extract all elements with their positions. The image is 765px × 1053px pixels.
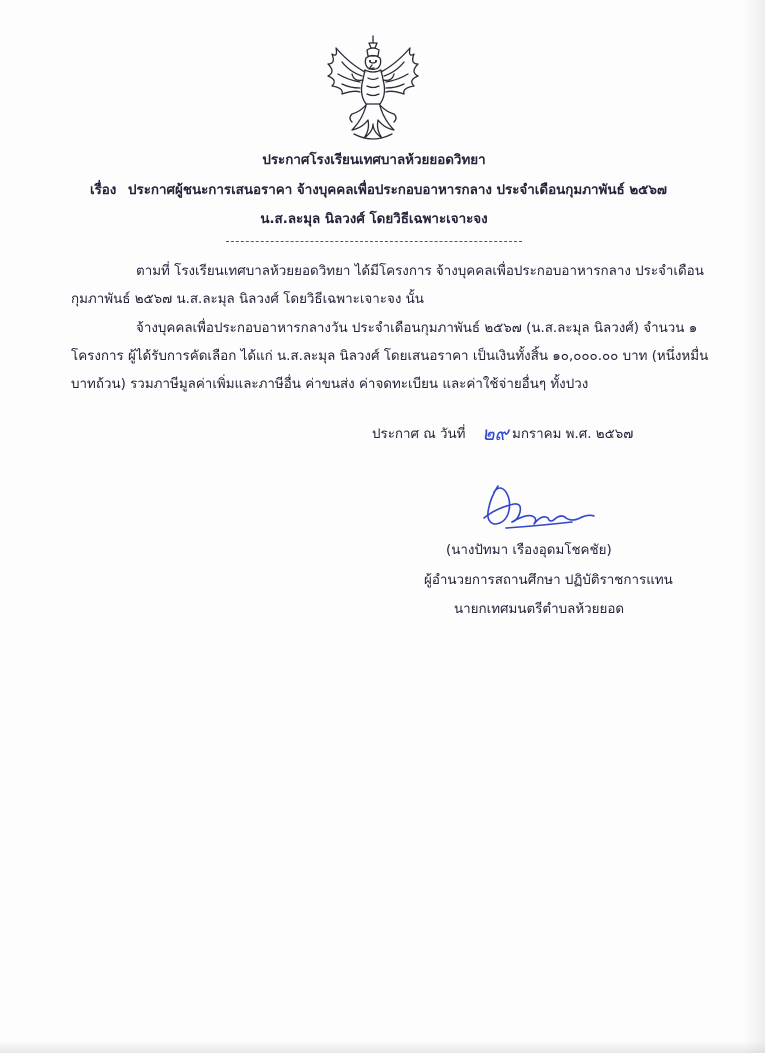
subject-label: เรื่อง: [90, 183, 117, 198]
signer-position-2: นายกเทศมนตรีตำบลห้วยยอด: [454, 602, 625, 617]
subject-line-2: น.ส.ละมุล นิลวงศ์ โดยวิธีเฉพาะเจาะจง: [260, 212, 488, 227]
paragraph-2-line-1: จ้างบุคคลเพื่อประกอบอาหารกลางวัน ประจำเดือนกุมภาพันธ์ ๒๕๖๗ (น.ส.ละมุล นิลวงศ์) จำนวน ๑: [136, 321, 698, 336]
announce-month-year: มกราคม พ.ศ. ๒๕๖๗: [512, 427, 634, 442]
garuda-emblem-icon: [322, 34, 424, 142]
handwritten-signature: [476, 478, 598, 536]
scan-edge-bottom-shadow: [0, 1041, 765, 1053]
scan-edge-shadow: [743, 0, 765, 1053]
subject-line-1: ประกาศผู้ชนะการเสนอราคา จ้างบุคคลเพื่อประกอบอาหารกลาง ประจำเดือนกุมภาพันธ์ ๒๕๖๗: [128, 183, 667, 198]
separator-rule: [226, 241, 522, 242]
document-title: ประกาศโรงเรียนเทศบาลห้วยยอดวิทยา: [262, 153, 486, 168]
paragraph-1-line-1: ตามที่ โรงเรียนเทศบาลห้วยยอดวิทยา ได้มีโครงการ จ้างบุคคลเพื่อประกอบอาหารกลาง ประจำเดือน: [136, 264, 704, 279]
handwritten-day: ๒๙: [482, 423, 509, 445]
announce-date-prefix: ประกาศ ณ วันที่: [372, 427, 466, 442]
paragraph-2-line-2: โครงการ ผู้ได้รับการคัดเลือก ได้แก่ น.ส.ละมุล นิลวงศ์ โดยเสนอราคา เป็นเงินทั้งสิ้น ๑๐,๐๐๐.๐๐ บาท (หนึ่งหมื่น: [71, 349, 709, 364]
paragraph-2-line-3: บาทถ้วน) รวมภาษีมูลค่าเพิ่มและภาษีอื่น ค่าขนส่ง ค่าจดทะเบียน และค่าใช้จ่ายอื่นๆ ทั้งปวง: [71, 377, 589, 392]
paragraph-1-line-2: กุมภาพันธ์ ๒๕๖๗ น.ส.ละมุล นิลวงศ์ โดยวิธีเฉพาะเจาะจง นั้น: [71, 292, 424, 307]
signer-position-1: ผู้อำนวยการสถานศึกษา ปฏิบัติราชการแทน: [424, 573, 673, 588]
signer-name: (นางปัทมา เรืองอุดมโชคชัย): [446, 543, 612, 558]
